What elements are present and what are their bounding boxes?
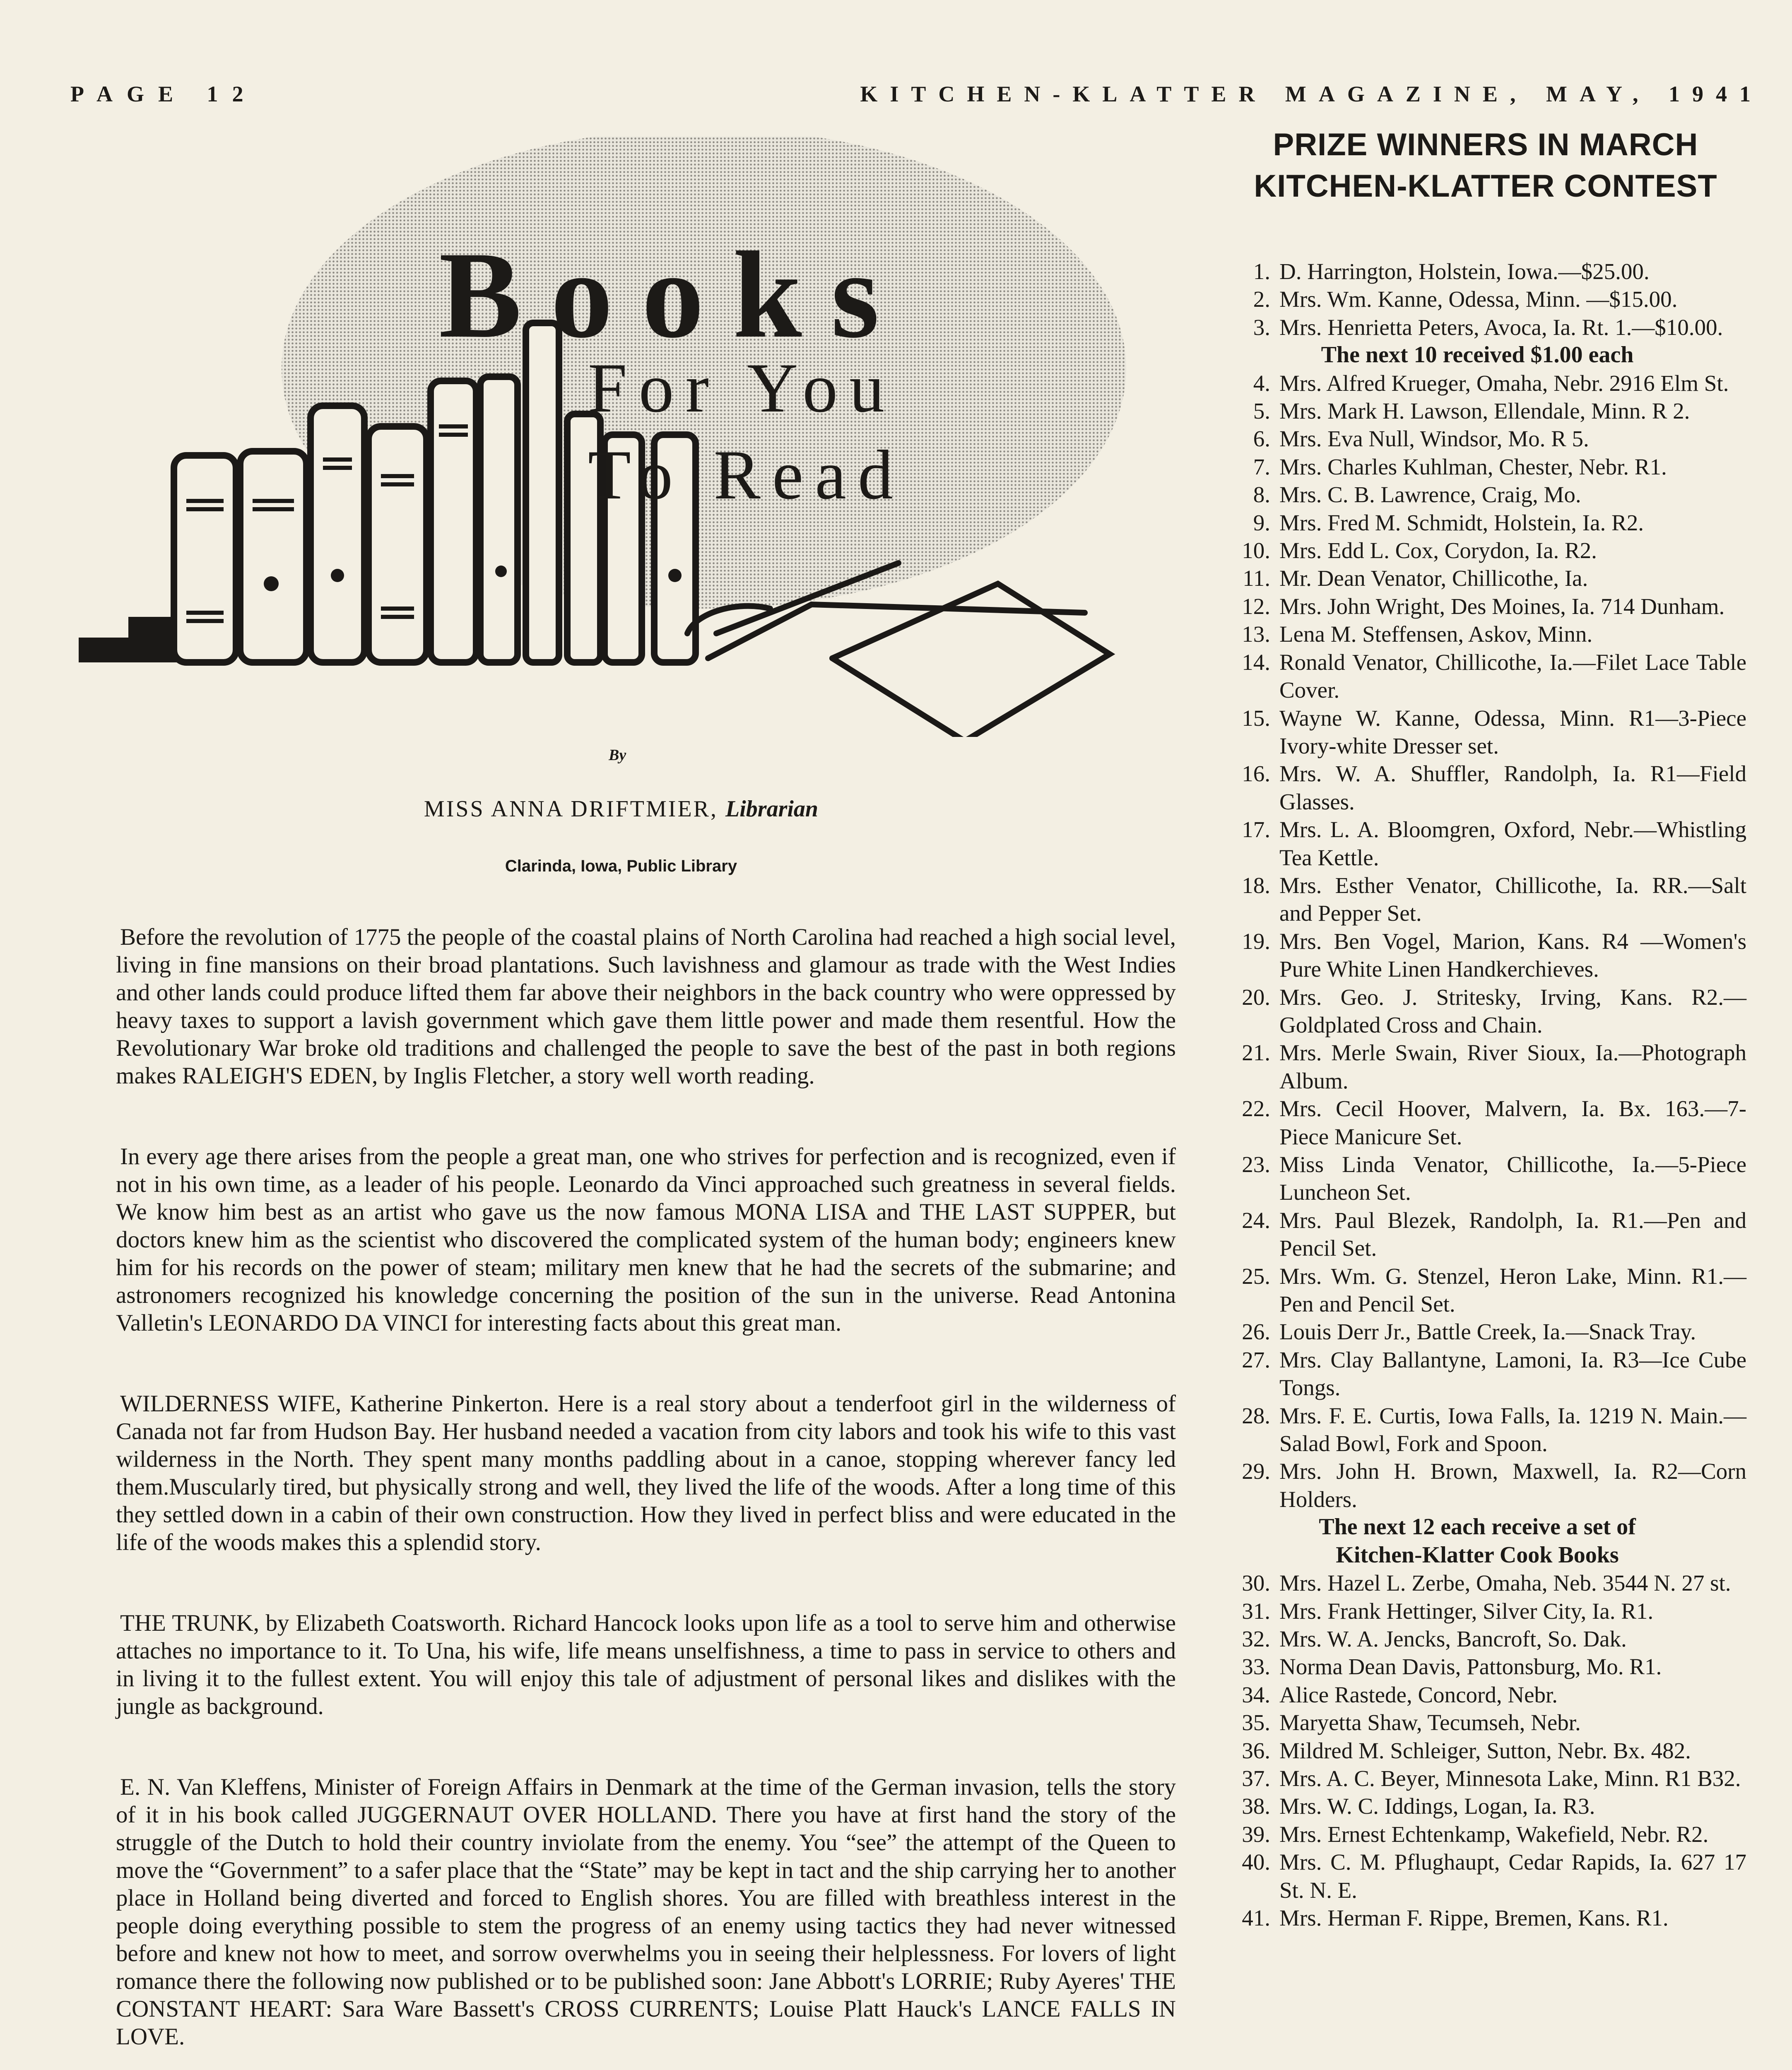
prize-winners-title (1225, 124, 1746, 207)
title-illustration (75, 137, 1151, 737)
prize-entry-number: 6. (1253, 426, 1270, 452)
prize-entry-text: Mrs. C. M. Pflughaupt, Cedar Rapids, Ia. 627 17 St. N. E. (1279, 1849, 1746, 1903)
prize-entry-text: Mrs. Wm. Kanne, Odessa, Minn. —$15.00. (1279, 286, 1678, 312)
prize-entry-text: Mrs. Edd L. Cox, Corydon, Ia. R2. (1279, 538, 1597, 563)
title-for-you: For You (588, 349, 896, 427)
prize-entry-text: Maryetta Shaw, Tecumseh, Nebr. (1279, 1710, 1581, 1735)
prize-entry-number: 25. (1242, 1263, 1270, 1289)
prize-entry-number: 38. (1242, 1793, 1270, 1819)
prize-entry-text: Mrs. Mark H. Lawson, Ellendale, Minn. R 2. (1279, 398, 1690, 424)
prize-entry-number: 41. (1242, 1905, 1270, 1930)
prize-entry (1208, 1597, 1746, 1625)
prize-entry-text: Mrs. Paul Blezek, Randolph, Ia. R1.—Pen and Pencil Set. (1279, 1207, 1746, 1261)
prize-entry-text: Norma Dean Davis, Pattonsburg, Mo. R1. (1279, 1654, 1662, 1680)
prize-entry (1208, 1709, 1746, 1736)
prize-entry-text: Wayne W. Kanne, Odessa, Minn. R1—3-Piece Ivory-white Dresser set. (1279, 705, 1746, 758)
prize-list (1208, 258, 1746, 1932)
prize-entry (1208, 285, 1746, 313)
prize-entry (1208, 592, 1746, 620)
prize-entry-text: Mrs. Geo. J. Stritesky, Irving, Kans. R2.—Goldplated Cross and Chain. (1279, 984, 1746, 1037)
prize-entry (1208, 1318, 1746, 1346)
prize-entry-number: 16. (1242, 761, 1270, 787)
prize-entry-text: Mrs. Merle Swain, River Sioux, Ia.—Photograph Album. (1279, 1040, 1746, 1093)
by-label: By (609, 746, 626, 764)
prize-entry-text: Mrs. C. B. Lawrence, Craig, Mo. (1279, 482, 1581, 508)
paragraph-raleighs-eden: Before the revolution of 1775 the people of the coastal plains of North Carolina had reached a high social level, living in fine mansions on their broad plantations. Such lavishness and glamour as trade with the West Indies and other lands could produce lifted them far above their neighbors in the back country who were oppressed by heavy taxes to support a lavish government which gave them little power and made them resentful. How the Revolutionary War broke old traditions and challenged the people to save the best of the past in both regions makes RALEIGH'S EDEN, by Inglis Fletcher, a story well worth reading. (116, 924, 1176, 1089)
prize-entry-text: Lena M. Steffensen, Askov, Minn. (1279, 621, 1593, 647)
title-books: Books (439, 226, 908, 363)
prize-entry-text: Mildred M. Schleiger, Sutton, Nebr. Bx. 482. (1279, 1738, 1691, 1763)
prize-entry-number: 20. (1242, 984, 1270, 1010)
prize-entry-number: 5. (1253, 398, 1270, 424)
prize-entry-text: Mrs. Alfred Krueger, Omaha, Nebr. 2916 Elm St. (1279, 370, 1729, 396)
paragraph-wilderness-wife: WILDERNESS WIFE, Katherine Pinkerton. Here is a real story about a tenderfoot girl in the wilderness of Canada not far from Hudson Bay. Her husband needed a vacation from city labors and took his wife to this vast wilderness in the North. They spent many months paddling about in a canoe, stopping wherever fancy led them.Muscularly tired, but physically strong and well, they lived the life of the woods. After a long time of this they settled down in a cabin of their own construction. How they lived in perfect bliss and were educated in the life of the woods makes this a splendid story. (116, 1391, 1176, 1555)
prize-entry (1208, 1569, 1746, 1597)
paragraph-juggernaut: E. N. Van Kleffens, Minister of Foreign Affairs in Denmark at the time of the German invasion, tells the story of it in his book called JUGGERNAUT OVER HOLLAND. There you have at first hand the story of the struggle of the Dutch to hold their country inviolate from the enemy. You “see” the attempt of the Queen to move the “Government” to a safer place that the “State” may be kept in tact and the ship carrying her to another place in Holland being diverted and forced to English shores. You are filled with breathless interest in the people doing everything possible to stem the progress of an enemy using tactics they had never witnessed before and knew not how to meet, and sorrow overwhelms you in seeing their helplessness. For lovers of light romance there the following now published or to be published soon: Jane Abbott's LORRIE; Ruby Ayeres' THE CONSTANT HEART: Sara Ware Bassett's CROSS CURRENTS; Louise Platt Hauck's LANCE FALLS IN LOVE. (116, 1774, 1176, 2050)
prize-entry-text: Mrs. W. A. Jencks, Bancroft, So. Dak. (1279, 1626, 1627, 1651)
prize-subhead-cookbooks-2: Kitchen-Klatter Cook Books (1336, 1542, 1619, 1568)
prize-entry-text: Mrs. Wm. G. Stenzel, Heron Lake, Minn. R1.—Pen and Pencil Set. (1279, 1263, 1746, 1317)
prize-entry-text: Mrs. Eva Null, Windsor, Mo. R 5. (1279, 426, 1589, 452)
prize-entry-text: Alice Rastede, Concord, Nebr. (1279, 1682, 1558, 1707)
prize-entry-text: Mrs. W. A. Shuffler, Randolph, Ia. R1—Field Glasses. (1279, 761, 1746, 814)
prize-entry-text: D. Harrington, Holstein, Iowa.—$25.00. (1279, 259, 1650, 284)
prize-entry (1208, 1848, 1746, 1904)
prize-entry-number: 35. (1242, 1710, 1270, 1735)
prize-entry-number: 30. (1242, 1570, 1270, 1596)
prize-entry-number: 10. (1242, 538, 1270, 563)
prize-entry-number: 37. (1242, 1765, 1270, 1791)
prize-entry-number: 34. (1242, 1682, 1270, 1707)
prize-entry-number: 40. (1242, 1849, 1270, 1875)
masthead: KITCHEN-KLATTER MAGAZINE, MAY, 1941 (860, 82, 1763, 106)
prize-entry-number: 29. (1242, 1459, 1270, 1484)
prize-entry-text: Miss Linda Venator, Chillicothe, Ia.—5-Piece Luncheon Set. (1279, 1152, 1746, 1205)
prize-entry-number: 27. (1242, 1347, 1270, 1372)
author-location: Clarinda, Iowa, Public Library (505, 857, 737, 875)
prize-entry (1208, 648, 1746, 704)
page-number: PAGE 12 (70, 82, 258, 106)
prize-entry-text: Mr. Dean Venator, Chillicothe, Ia. (1279, 566, 1588, 591)
prize-entry (1208, 453, 1746, 481)
prize-entry (1208, 425, 1746, 453)
prize-entry (1208, 313, 1746, 341)
prize-entry (1208, 1653, 1746, 1680)
prize-entry-text: Mrs. L. A. Bloomgren, Oxford, Nebr.—Whistling Tea Kettle. (1279, 817, 1746, 870)
prize-title-line-2: KITCHEN-KLATTER CONTEST (1254, 168, 1717, 204)
prize-entry (1208, 1095, 1746, 1151)
prize-subhead-cookbooks-1: The next 12 each receive a set of (1319, 1514, 1636, 1540)
prize-entry-number: 39. (1242, 1821, 1270, 1847)
prize-entry (1208, 397, 1746, 425)
title-to-read: To Read (588, 436, 905, 514)
prize-entry-text: Mrs. Clay Ballantyne, Lamoni, Ia. R3—Ice Cube Tongs. (1279, 1347, 1746, 1401)
paragraph-the-trunk: THE TRUNK, by Elizabeth Coatsworth. Richard Hancock looks upon life as a tool to serve him and otherwise attaches no importance to it. To Una, his wife, life means unselfishness, a time to pass in service to others and in living it to the fullest extent. You will enjoy this tale of adjustment of personal likes and dislikes with the jungle as background. (116, 1610, 1176, 1719)
prize-group-cash (1208, 258, 1746, 341)
prize-entry (1208, 1039, 1746, 1095)
prize-entry-number: 8. (1253, 482, 1270, 508)
prize-entry-number: 14. (1242, 649, 1270, 675)
prize-entry-number: 19. (1242, 928, 1270, 954)
prize-entry-number: 3. (1253, 314, 1270, 340)
prize-entry-text: Ronald Venator, Chillicothe, Ia.—Filet Lace Table Cover. (1279, 649, 1746, 703)
prize-entry (1208, 1820, 1746, 1848)
prize-entry-number: 4. (1253, 370, 1270, 396)
prize-entry-number: 13. (1242, 621, 1270, 647)
prize-entry-number: 18. (1242, 872, 1270, 898)
prize-entry (1208, 481, 1746, 508)
prize-entry (1208, 760, 1746, 816)
prize-entry-number: 26. (1242, 1319, 1270, 1345)
prize-entry (1208, 816, 1746, 871)
prize-entry-number: 1. (1253, 259, 1270, 284)
prize-entry-number: 28. (1242, 1403, 1270, 1428)
prize-entry (1208, 369, 1746, 397)
prize-entry-text: Mrs. John Wright, Des Moines, Ia. 714 Dunham. (1279, 593, 1725, 619)
prize-entry (1208, 564, 1746, 592)
prize-entry-text: Mrs. John H. Brown, Maxwell, Ia. R2—Corn Holders. (1279, 1459, 1746, 1512)
prize-entry (1208, 871, 1746, 927)
prize-entry (1208, 1206, 1746, 1262)
prize-entry-text: Mrs. Esther Venator, Chillicothe, Ia. RR.—Salt and Pepper Set. (1279, 872, 1746, 926)
prize-entry-number: 23. (1242, 1152, 1270, 1177)
author-role: Librarian (725, 796, 819, 822)
prize-entry (1208, 927, 1746, 983)
prize-winners-column (1208, 124, 1746, 1932)
prize-entry (1208, 704, 1746, 760)
prize-entry-text: Mrs. Frank Hettinger, Silver City, Ia. R1. (1279, 1598, 1654, 1624)
prize-entry (1208, 1681, 1746, 1709)
prize-entry (1208, 1625, 1746, 1653)
paragraph-leonardo: In every age there arises from the people a great man, one who strives for perfection and is recognized, even if not in his own time, as a leader of his people. Leonardo da Vinci approached such greatness in several fields. We know him best as an artist who gave us the now famous MONA LISA and THE LAST SUPPER, but doctors knew him as the scientist who discovered the complicated system of the human body; engineers knew him for his records on the power of steam; military men knew that he had the secrets of the submarine; and astronomers recognized his knowledge concerning the position of the sun in the universe. Read Antonina Valletin's LEONARDO DA VINCI for interesting facts about this great man. (116, 1143, 1176, 1336)
prize-entry-text: Louis Derr Jr., Battle Creek, Ia.—Snack Tray. (1279, 1319, 1696, 1345)
prize-entry-number: 9. (1253, 510, 1270, 535)
prize-entry-text: Mrs. W. C. Iddings, Logan, Ia. R3. (1279, 1793, 1595, 1819)
prize-entry (1208, 1402, 1746, 1458)
prize-entry (1208, 1346, 1746, 1402)
prize-subhead-dollar: The next 10 received $1.00 each (1321, 342, 1634, 368)
prize-group-gifts (1208, 369, 1746, 1514)
prize-entry (1208, 983, 1746, 1039)
prize-entry (1208, 620, 1746, 648)
prize-entry-number: 17. (1242, 817, 1270, 842)
prize-entry-number: 21. (1242, 1040, 1270, 1066)
prize-entry-number: 36. (1242, 1738, 1270, 1763)
prize-entry (1208, 1904, 1746, 1932)
prize-entry-number: 7. (1253, 454, 1270, 479)
prize-entry-text: Mrs. Cecil Hoover, Malvern, Ia. Bx. 163.—7-Piece Manicure Set. (1279, 1096, 1746, 1149)
prize-entry (1208, 1151, 1746, 1206)
prize-entry-number: 32. (1242, 1626, 1270, 1651)
prize-entry-text: Mrs. Fred M. Schmidt, Holstein, Ia. R2. (1279, 510, 1644, 535)
prize-group-cookbooks (1208, 1569, 1746, 1932)
prize-entry-number: 24. (1242, 1207, 1270, 1233)
prize-entry-number: 11. (1243, 566, 1270, 591)
prize-entry (1208, 258, 1746, 285)
prize-entry-number: 33. (1242, 1654, 1270, 1680)
prize-entry (1208, 1764, 1746, 1792)
author-name: MISS ANNA DRIFTMIER, (424, 796, 718, 822)
prize-entry-text: Mrs. Henrietta Peters, Avoca, Ia. Rt. 1.—$10.00. (1279, 314, 1723, 340)
prize-entry (1208, 537, 1746, 564)
prize-entry (1208, 1792, 1746, 1820)
prize-title-line-1: PRIZE WINNERS IN MARCH (1273, 127, 1698, 162)
prize-entry (1208, 1737, 1746, 1764)
prize-entry-number: 31. (1242, 1598, 1270, 1624)
prize-entry-text: Mrs. Ernest Echtenkamp, Wakefield, Nebr. R2. (1279, 1821, 1709, 1847)
prize-entry (1208, 1262, 1746, 1318)
prize-entry-number: 15. (1242, 705, 1270, 731)
prize-entry-number: 22. (1242, 1096, 1270, 1122)
prize-entry-text: Mrs. Herman F. Rippe, Bremen, Kans. R1. (1279, 1905, 1669, 1930)
prize-entry (1208, 509, 1746, 537)
prize-entry-number: 2. (1253, 286, 1270, 312)
prize-entry-text: Mrs. A. C. Beyer, Minnesota Lake, Minn. R1 B32. (1279, 1765, 1741, 1791)
prize-entry-text: Mrs. Hazel L. Zerbe, Omaha, Neb. 3544 N. 27 st. (1279, 1570, 1731, 1596)
prize-entry (1208, 1457, 1746, 1513)
article-body (116, 923, 1176, 2070)
prize-entry-text: Mrs. Ben Vogel, Marion, Kans. R4 —Women's Pure White Linen Handkerchieves. (1279, 928, 1746, 982)
prize-entry-text: Mrs. F. E. Curtis, Iowa Falls, Ia. 1219 N. Main.—Salad Bowl, Fork and Spoon. (1279, 1403, 1746, 1456)
prize-entry-number: 12. (1242, 593, 1270, 619)
prize-entry-text: Mrs. Charles Kuhlman, Chester, Nebr. R1. (1279, 454, 1667, 479)
author-line (331, 796, 911, 822)
